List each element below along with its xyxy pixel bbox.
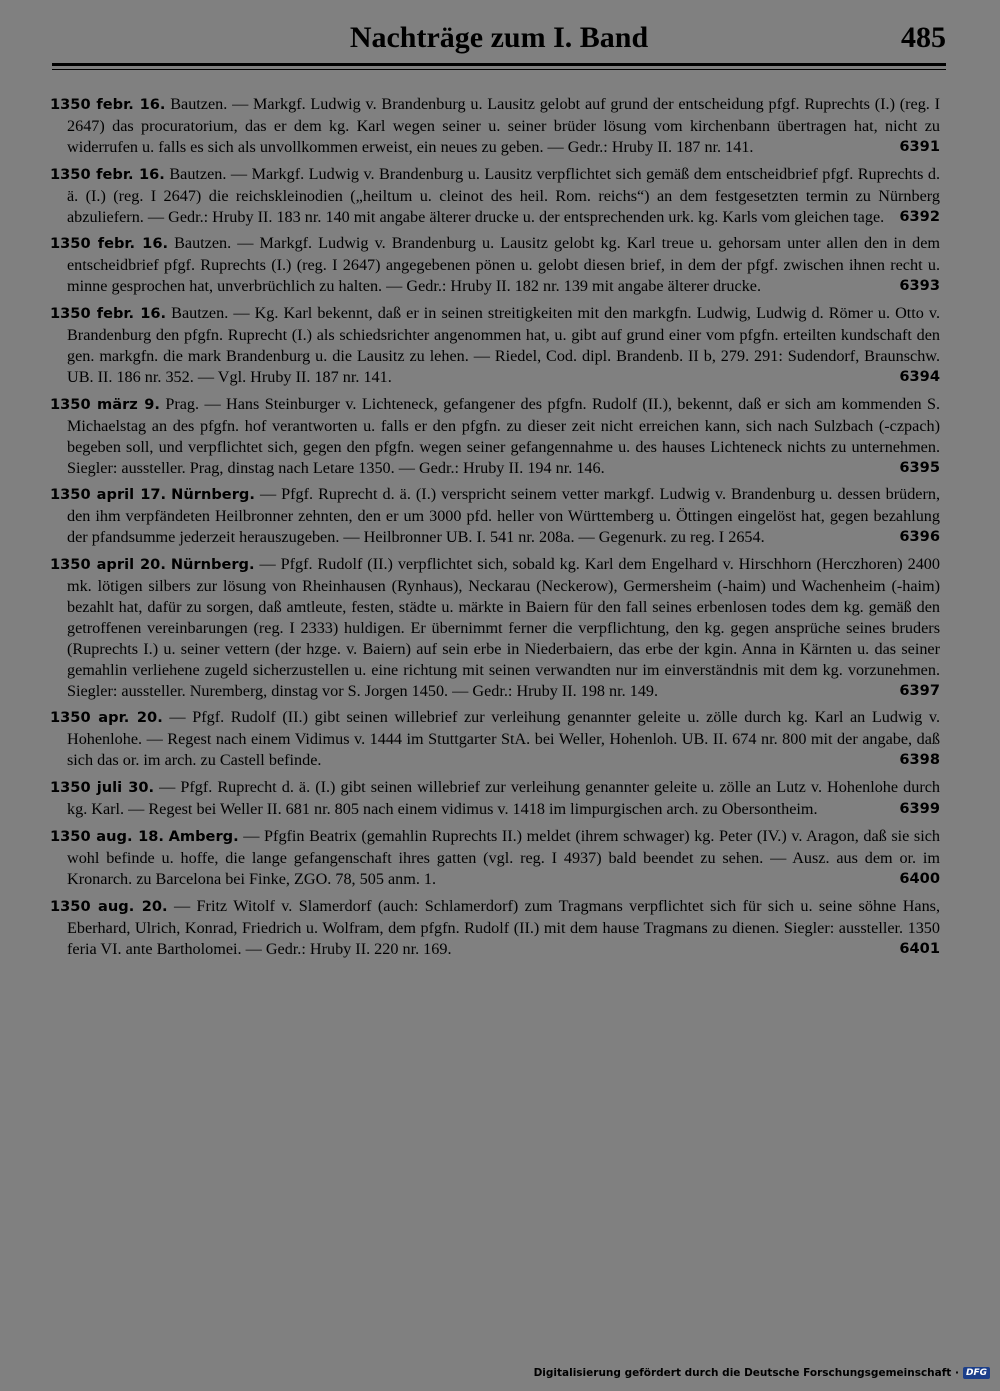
entry-6395 (50, 394, 940, 479)
entry-text: — Pfgf. Rudolf (II.) verpflichtet sich, sobald kg. Karl dem Engelhard v. Hirschhorn (Herczhoren) 2400 mk. lötigen silbers zur lösung von Rheinhausen (Rynhaus), Neckarau (Neckerow), Germersheim (-haim) und Wachenheim (-haim) bezahlt hat, dafür zu sorgen, daß amtleute, festen, städte u. märkte in Baiern für den fall seines erbenlosen todes dem kg. gemäß den getroffenen vereinbarungen (reg. I 2333) huldigen. Er übernimmt ferner die verpflichtung, den kg. gegen ansprüche seines bruders (Ruprechts I.) u. seiner vettern (der hzge. v. Baiern) auf sein erbe in Niederbaiern, das erbe der kgin. Anna in Kärnten u. das seiner gemahlin verliehene zugeld sicherzustellen u. eine richtung mit seinen verwandten nur im einverständnis mit dem kg. vorzunehmen. Siegler: aussteller. Nuremberg, dinstag vor S. Jorgen 1450. — Gedr.: Hruby II. 198 nr. 149. (67, 555, 940, 700)
entry-number: 6399 (899, 800, 940, 818)
page-header (52, 18, 946, 58)
entry-list (50, 94, 940, 965)
entry-text: — Pfgf. Ruprecht d. ä. (I.) verspricht seinem vetter markgf. Ludwig v. Brandenburg u. dessen brüdern, den ihm verpfändeten Heilbronner zehnten, den er um 3000 pfd. heller von Württemberg u. Öttingen eingelöst hat, gegen bezahlung der pfandsumme jederzeit herauszugeben. — Heilbronner UB. I. 541 nr. 208a. — Gegenurk. zu reg. I 2654. (67, 485, 941, 547)
entry-date: 1350 juli 30. (50, 779, 155, 797)
entry-number: 6391 (899, 137, 940, 155)
entry-number: 6400 (899, 869, 940, 887)
entry-text: Prag. — Hans Steinburger v. Lichteneck, gefangener des pfgfn. Rudolf (II.), bekennt, daß er sich am kommenden S. Michaelstag an des pfgfn. hof verantworten u. falls er den pfgfn. zu dieser zeit nicht erreichen kann, sich nach Sulzbach (-czpach) begeben soll, und verpflichtet sich, gegen den pfgfn. wegen seiner gefangennahme u. des hauses Lichteneck nichts zu unternehmen. Siegler: aussteller. Prag, dinstag nach Letare 1350. — Gedr.: Hruby II. 194 nr. 146. (67, 394, 940, 477)
entry-6400 (50, 826, 940, 890)
entry-text: — Fritz Witolf v. Slamerdorf (auch: Schlamerdorf) zum Tragmans verpflichtet sich für sich u. seine söhne Hans, Eberhard, Ulrich, Konrad, Friedrich u. Wolfram, dem pfgfn. Rudolf (II.) mit dem hause Tragmans zu dienen. Siegler: aussteller. 1350 feria VI. ante Bartholomei. — Gedr.: Hruby II. 220 nr. 169. (67, 896, 941, 958)
entry-text: Bautzen. — Markgf. Ludwig v. Brandenburg u. Lausitz gelobt auf grund der entscheidung pfgf. Ruprechts (I.) (reg. I 2647) das procuratorium, das er dem kg. Karl wegen seiner u. seiner brüder lösung vom kirchenbann übertragen hat, nicht zu widerrufen u. falls es sich als unvollkommen erweist, ein neues zu geben. — Gedr.: Hruby II. 187 nr. 141. (67, 95, 941, 156)
entry-6393 (50, 233, 940, 297)
entry-6397 (50, 554, 940, 701)
entry-date: 1350 apr. 20. (50, 709, 163, 727)
entry-date: 1350 febr. 16. (50, 305, 167, 323)
entry-6391 (50, 94, 940, 158)
entry-text: — Pfgfin Beatrix (gemahlin Ruprechts II.) meldet (ihrem schwager) kg. Peter (IV.) v. Aragon, daß sie sich wohl befinde u. hoffe, die lange gefangenschaft ihres gatten (vgl. reg. I 4937) bald beendet zu sehen. — Ausz. aus dem or. im Kronarch. zu Barcelona bei Finke, ZGO. 78, 505 anm. 1. (67, 827, 941, 888)
entry-text: Bautzen. — Markgf. Ludwig v. Brandenburg u. Lausitz gelobt kg. Karl treue u. gehorsam unter allen den in dem entscheidbrief pfgf. Ruprechts (I.) (reg. I 2647) angegebenen pönen u. gelobt diesen brief, in dem der pfgf. zwischen ihnen recht u. minne gesprochen hat, unverbrüchlich zu halten. — Gedr.: Hruby II. 182 nr. 139 mit angabe älterer drucke. (67, 234, 941, 296)
entry-6396 (50, 484, 940, 548)
header-rule-thin (52, 69, 946, 70)
entry-number: 6396 (899, 528, 940, 546)
entry-text: — Pfgf. Ruprecht d. ä. (I.) gibt seinen willebrief zur verleihung genannter geleite u. zölle an Lutz v. Hohenlohe durch kg. Karl. — Regest bei Weller II. 681 nr. 805 nach einem vidimus v. 1418 im limpurgischen arch. zu Obersontheim. (67, 778, 940, 819)
footer (534, 1367, 990, 1379)
header-rule (52, 63, 946, 66)
entry-date: 1350 april 20. (50, 556, 166, 574)
entry-text: — Pfgf. Rudolf (II.) gibt seinen willebrief zur verleihung genannter geleite u. zölle durch kg. Karl an Ludwig v. Hohenlohe. — Regest nach einem Vidimus v. 1444 im Stuttgarter StA. bei Weller, Hohenloh. UB. II. 674 nr. 800 mit der angabe, daß sich das or. im arch. zu Castell befinde. (67, 708, 940, 770)
dfg-logo: DFG (963, 1367, 990, 1379)
entry-date: 1350 febr. 16. (50, 165, 165, 183)
entry-number: 6393 (899, 277, 940, 295)
entry-date: 1350 aug. 20. (50, 897, 168, 915)
entry-place: Amberg. (168, 828, 239, 845)
entry-number: 6394 (899, 367, 940, 385)
entry-6394 (50, 303, 940, 388)
entry-number: 6397 (899, 681, 940, 699)
entry-number: 6395 (899, 458, 940, 476)
entry-date: 1350 märz 9. (50, 395, 160, 413)
entry-text: Bautzen. — Markgf. Ludwig v. Brandenburg u. Lausitz verpflichtet sich gemäß dem entscheidbrief pfgf. Ruprechts d. ä. (I.) (reg. I 2647) die reichskleinodien („heiltum u. cleinot des heil. Rom. reichs“) an dem festgesetzten termin zu Nürnberg abzuliefern. — Gedr.: Hruby II. 183 nr. 140 mit angabe älterer drucke u. der entsprechenden urk. kg. Karls vom gleichen tage. (67, 164, 941, 226)
entry-date: 1350 april 17. (50, 486, 167, 504)
entry-date: 1350 febr. 16. (50, 96, 166, 113)
page-title: Nachträge zum I. Band (349, 21, 649, 54)
entry-6398 (50, 707, 940, 771)
entry-6399 (50, 777, 940, 820)
entry-number: 6398 (899, 751, 940, 769)
footer-text: Digitalisierung gefördert durch die Deutsche Forschungsgemeinschaft · (533, 1367, 959, 1379)
entry-6392 (50, 164, 940, 228)
entry-date: 1350 febr. 16. (50, 235, 169, 253)
entry-number: 6401 (899, 939, 940, 957)
entry-place: Nürnberg. (171, 486, 255, 504)
page-number: 485 (901, 21, 946, 54)
entry-date: 1350 aug. 18. (50, 828, 164, 845)
entry-text: Bautzen. — Kg. Karl bekennt, daß er in seinen streitigkeiten mit den markgfn. Ludwig, Ludwig d. Römer u. Otto v. Brandenburg den pfgfn. Ruprecht (I.) als schiedsrichter angenommen hat, u. gibt auf grund einer vom pfgfn. erteilten kundschaft den gen. markgfn. die mark Brandenburg u. die Lausitz zu lehen. — Riedel, Cod. dipl. Brandenb. II b, 279. 291: Sudendorf, Braunschw. UB. II. 186 nr. 352. — Vgl. Hruby II. 187 nr. 141. (67, 304, 941, 386)
entry-6401 (50, 896, 940, 960)
entry-number: 6392 (899, 207, 940, 225)
entry-place: Nürnberg. (170, 556, 255, 574)
